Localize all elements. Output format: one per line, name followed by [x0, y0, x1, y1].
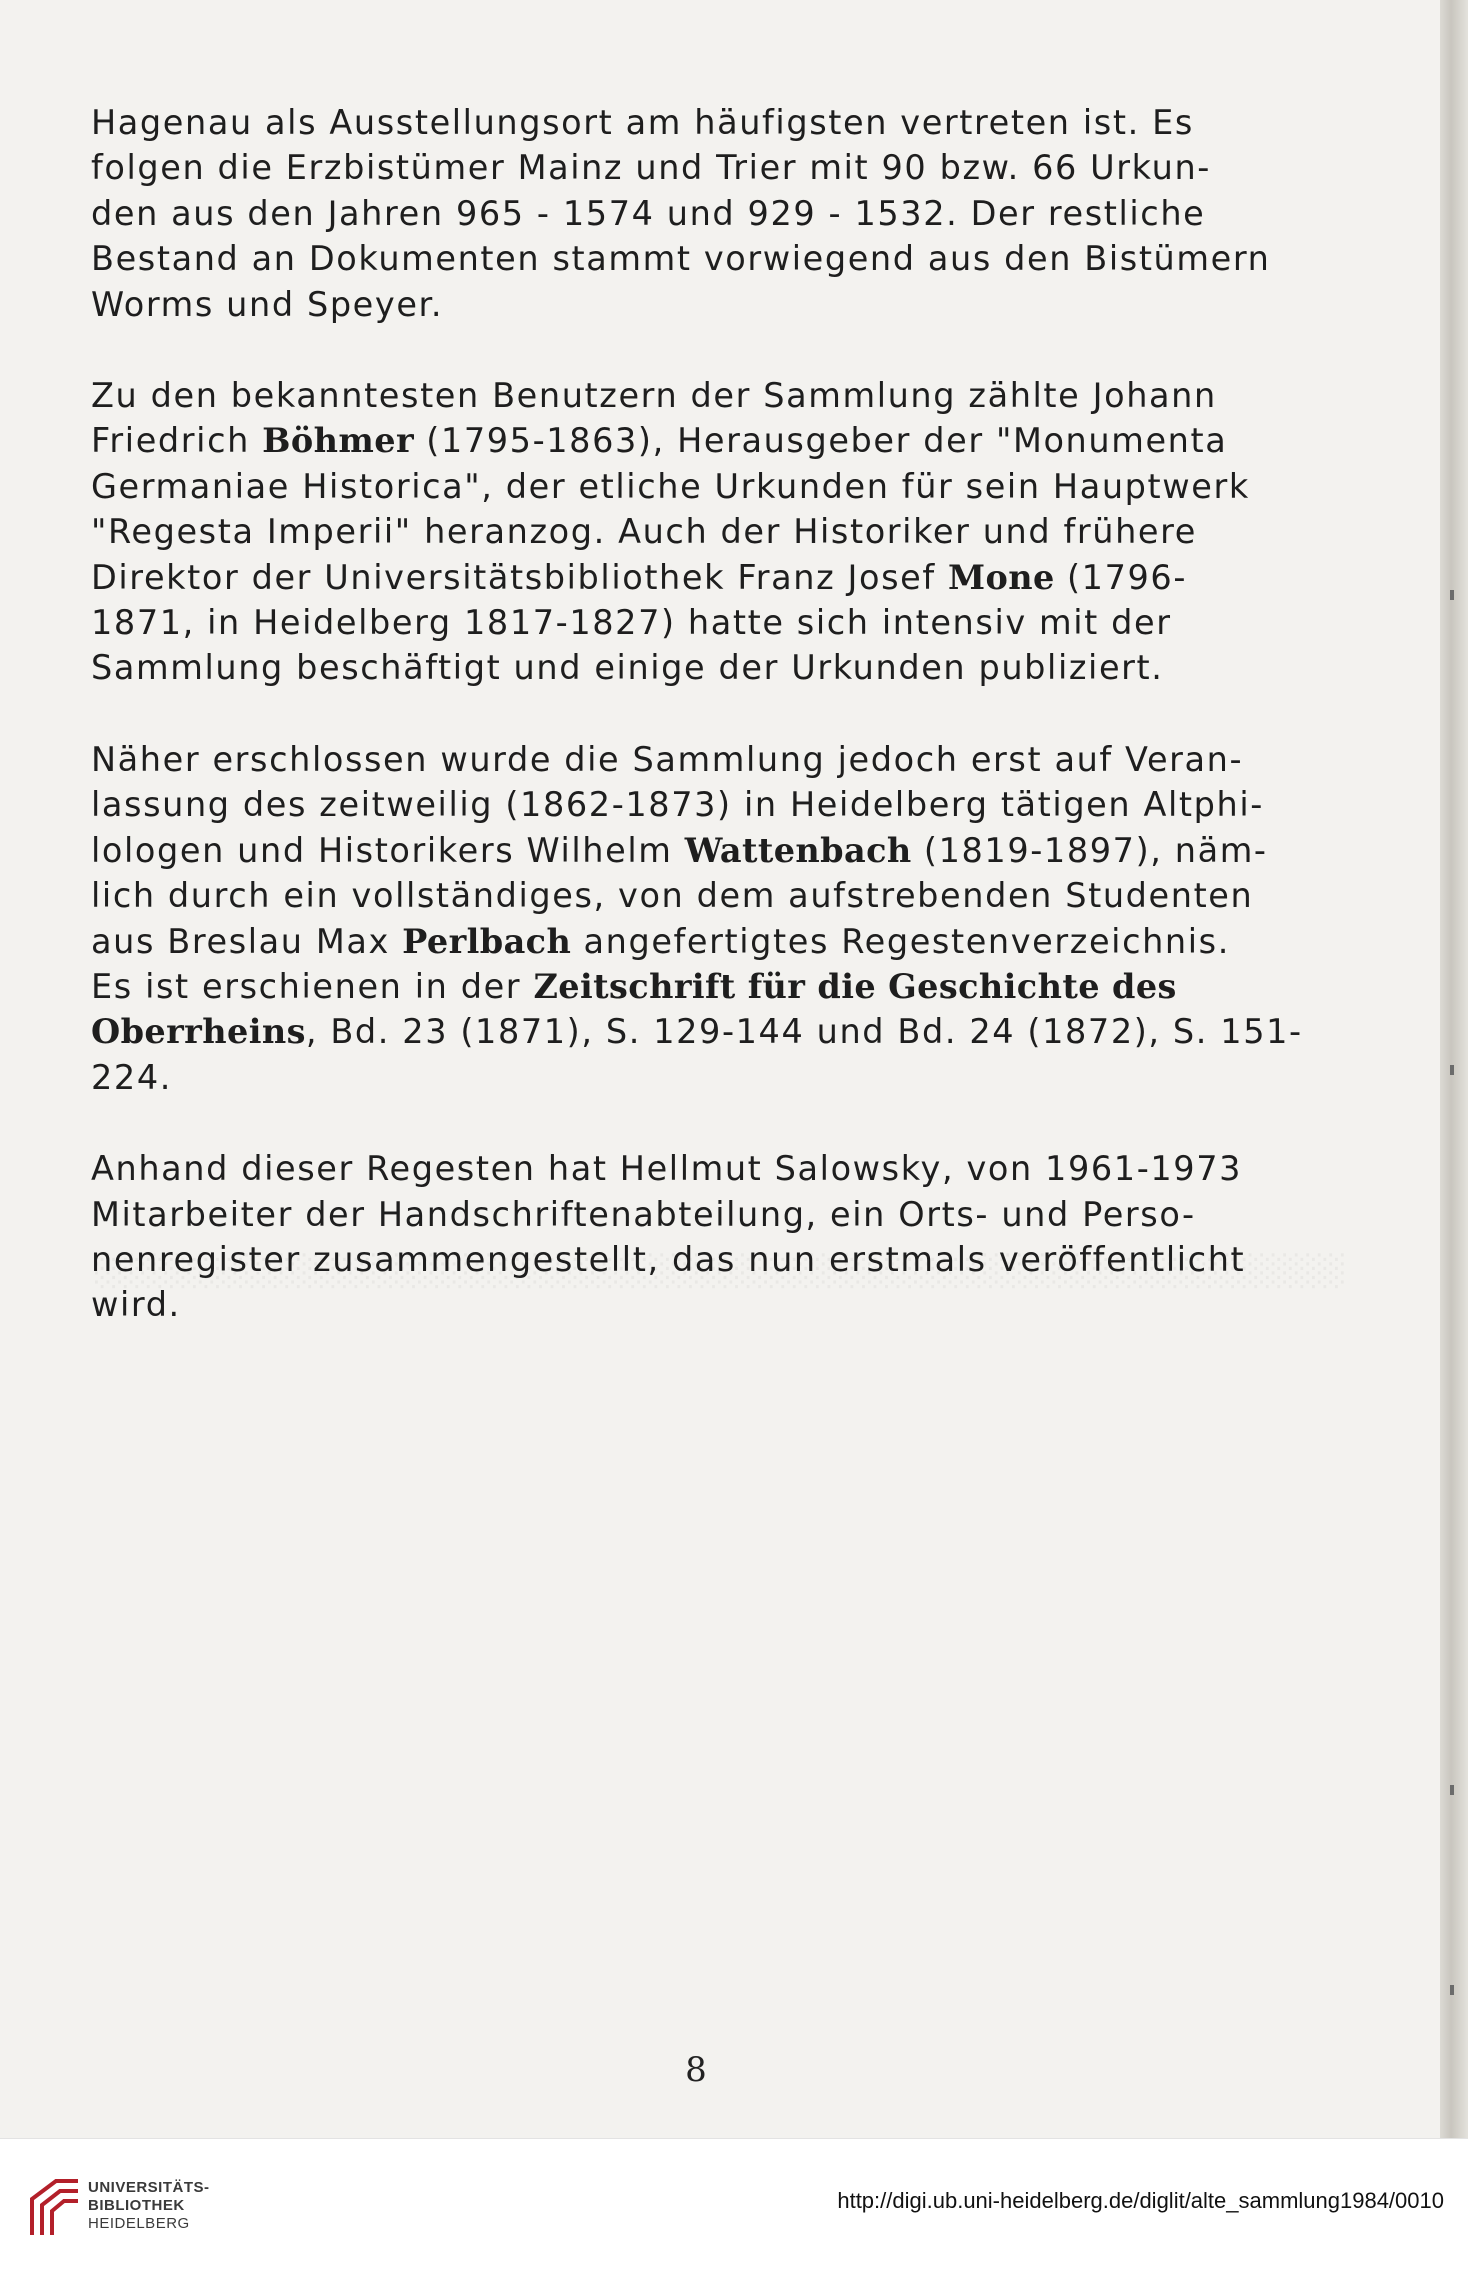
library-name-line1: UNIVERSITÄTS-	[88, 2179, 210, 2196]
paragraph-2-part3: (1796- 1871, in Heidelberg 1817-1827) hatte sich intensiv mit der Sammlung beschäftigt und einige der Urkunden publiziert.	[91, 557, 1188, 688]
name-perlbach: Perlbach	[402, 921, 572, 961]
source-url-link[interactable]: http://digi.ub.uni-heidelberg.de/diglit/alte_sammlung1984/0010	[837, 2188, 1444, 2213]
edge-mark	[1450, 1065, 1454, 1075]
edge-mark	[1450, 1985, 1454, 1995]
paragraph-1: Hagenau als Ausstellungsort am häufigsten vertreten ist. Es folgen die Erzbistümer Mainz und Trier mit 90 bzw. 66 Urkun- den aus den Jahren 965 - 1574 und 929 - 1532. Der restliche Bestand an Dokumenten stammt vorwiegend aus den Bistümern Worms und Speyer.	[91, 103, 1271, 324]
body-text	[91, 100, 1356, 1374]
library-logo-icon[interactable]	[26, 2177, 82, 2239]
library-name[interactable]	[88, 2179, 210, 2233]
paragraph-2-part2: (1795-1863), Herausgeber der "Monumenta Germaniae Historica", der etliche Urkunden für sein Hauptwerk "Regesta Imperii" heranzog. Auch der Historiker und frühere Direktor der Universitätsbibliothek Franz Josef	[91, 421, 1250, 597]
paragraph-2	[91, 373, 1356, 691]
name-wattenbach: Wattenbach	[684, 830, 912, 870]
library-name-line3: HEIDELBERG	[88, 2215, 190, 2232]
paragraph-3	[91, 737, 1356, 1100]
name-mone: Mone	[948, 557, 1055, 597]
paragraph-4: Anhand dieser Regesten hat Hellmut Salowsky, von 1961-1973 Mitarbeiter der Handschriftenabteilung, ein Orts- und Perso- nenregister zusammengestellt, das nun erstmals veröffentlicht wird.	[91, 1149, 1246, 1325]
edge-mark	[1450, 1785, 1454, 1795]
journal-title: Zeitschrift für die Geschichte des Oberrheins	[91, 966, 1177, 1052]
paragraph-3-part1: Näher erschlossen wurde die Sammlung jedoch erst auf Veran- lassung des zeitweilig (1862-1873) in Heidelberg tätigen Altphi- lologen und Historikers Wilhelm	[91, 739, 1264, 870]
paragraph-2-part1: Zu den bekanntesten Benutzern der Sammlung zählte Johann Friedrich	[91, 376, 1217, 461]
edge-mark	[1450, 590, 1454, 600]
page-number: 8	[685, 2050, 707, 2090]
paragraph-3-part2: (1819-1897), näm- lich durch ein vollständiges, von dem aufstrebenden Studenten aus Breslau Max	[91, 830, 1268, 961]
paragraph-3-part4: , Bd. 23 (1871), S. 129-144 und Bd. 24 (1872), S. 151- 224.	[91, 1012, 1303, 1097]
paragraph-3-part3: angefertigtes Regestenverzeichnis. Es ist erschienen in der	[91, 921, 1230, 1006]
library-name-line2: BIBLIOTHEK	[88, 2197, 185, 2214]
name-boehmer: Böhmer	[262, 421, 414, 461]
page-edge	[1440, 0, 1468, 2138]
footer-bar	[0, 2138, 1468, 2273]
